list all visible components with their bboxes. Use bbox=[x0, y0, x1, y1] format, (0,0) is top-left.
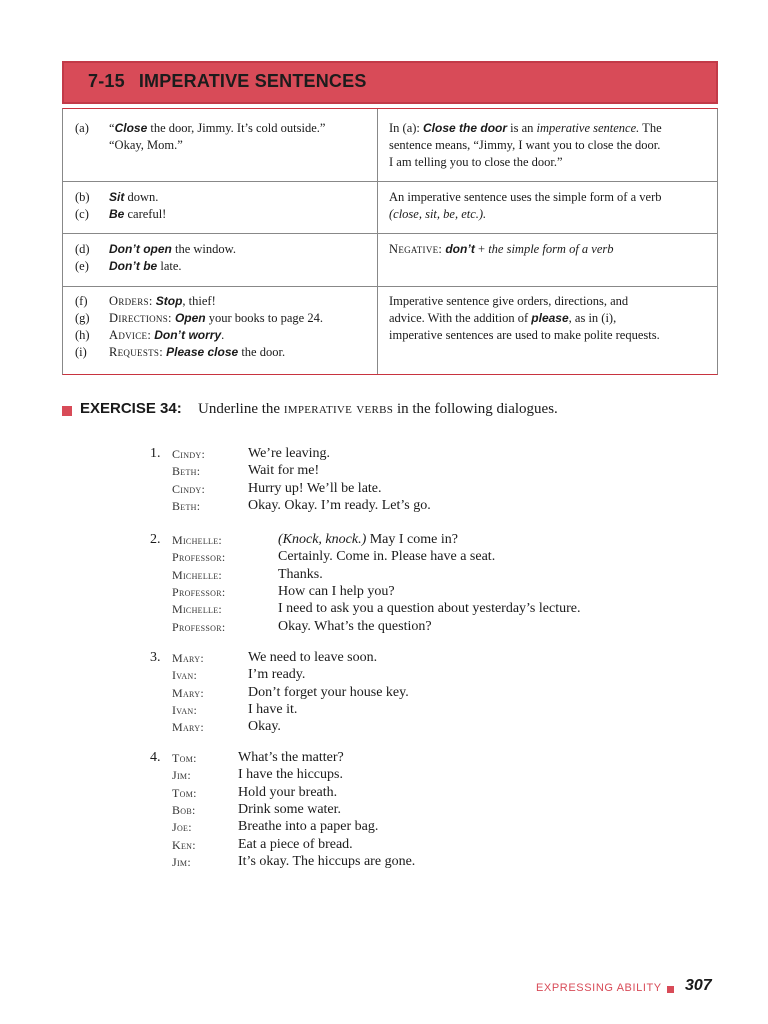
dialogue-text: Okay. Okay. I’m ready. Let’s go. bbox=[248, 497, 431, 513]
emphasized-text: Close bbox=[114, 121, 148, 135]
dialogue-text: I need to ask you a question about yesterday’s lecture. bbox=[278, 601, 581, 617]
speaker-name: Mary: bbox=[172, 720, 204, 735]
dialogue-text: Don’t forget your house key. bbox=[248, 684, 409, 700]
text-fragment: “Okay, Mom.” bbox=[109, 138, 183, 152]
speaker-name: Professor: bbox=[172, 550, 226, 565]
dialogue-text: I have it. bbox=[248, 701, 298, 717]
speaker-name: Professor: bbox=[172, 584, 226, 599]
dialogue-text: Breathe into a paper bag. bbox=[238, 819, 379, 835]
table-row-divider bbox=[63, 233, 717, 234]
text-fragment: + bbox=[474, 242, 489, 256]
table-cell-line bbox=[75, 206, 166, 223]
example-label: (e) bbox=[75, 259, 89, 273]
dialogue-text: Thanks. bbox=[278, 566, 323, 582]
emphasized-text: Close the door bbox=[423, 121, 508, 135]
speaker-name: Ivan: bbox=[172, 668, 198, 683]
dialogue-text: I’m ready. bbox=[248, 667, 306, 683]
text-fragment: The bbox=[639, 121, 662, 135]
dialogue-text: Hold your breath. bbox=[238, 784, 338, 800]
dialogue-text: Drink some water. bbox=[238, 801, 342, 817]
text-fragment: (close, sit, be, etc.). bbox=[389, 207, 487, 221]
speaker-name: Michelle: bbox=[172, 602, 223, 617]
speaker-name: Mary: bbox=[172, 651, 204, 665]
speaker-name: Joe: bbox=[172, 820, 192, 835]
text-fragment: Advice: bbox=[109, 328, 152, 342]
dialogue-text: How can I help you? bbox=[278, 583, 395, 599]
dialogue-text: Wait for me! bbox=[248, 463, 320, 479]
example-label: (c) bbox=[75, 207, 89, 221]
dialogue-text: What’s the matter? bbox=[238, 750, 344, 765]
emphasized-text: Don’t be bbox=[109, 259, 158, 273]
speaker-name: Professor: bbox=[172, 619, 226, 634]
footer-chapter-label: EXPRESSING ABILITY bbox=[536, 982, 662, 994]
text-fragment: down. bbox=[124, 190, 159, 204]
table-row-divider bbox=[63, 286, 717, 287]
table-cell-line bbox=[75, 293, 323, 310]
exercise-bullet-icon bbox=[62, 406, 72, 416]
speaker-name: Cindy: bbox=[172, 481, 206, 496]
section-header bbox=[62, 61, 718, 104]
dialogue-text: We’re leaving. bbox=[248, 446, 331, 461]
text-fragment: Imperative sentence give orders, directions, and bbox=[389, 294, 629, 308]
row4-examples bbox=[75, 293, 323, 361]
example-label: (b) bbox=[75, 190, 90, 204]
table-cell-line bbox=[389, 120, 714, 137]
speaker-name: Mary: bbox=[172, 685, 204, 700]
dialogue-number: 2. bbox=[150, 532, 161, 547]
section-title bbox=[88, 71, 367, 92]
table-cell-line bbox=[389, 310, 714, 327]
speaker-name: Cindy: bbox=[172, 447, 206, 461]
table-cell-line bbox=[75, 327, 323, 344]
text-fragment: Underline the bbox=[198, 401, 284, 417]
dialogue-number: 1. bbox=[150, 446, 161, 461]
table-cell-line bbox=[389, 137, 714, 154]
emphasized-text: Don’t worry bbox=[154, 328, 222, 342]
table-cell-line bbox=[75, 258, 236, 275]
section-number: 7-15 bbox=[88, 71, 125, 91]
text-fragment: the door. bbox=[238, 345, 286, 359]
text-fragment: imperative sentences are used to make polite requests. bbox=[389, 328, 660, 342]
row2-explanation bbox=[389, 189, 714, 223]
row4-explanation bbox=[389, 293, 714, 344]
text-fragment: In (a): bbox=[389, 121, 424, 135]
row1-explanation bbox=[389, 120, 714, 171]
text-fragment: imperative sentence. bbox=[536, 121, 640, 135]
table-cell-line bbox=[389, 189, 714, 206]
speaker-name: Jim: bbox=[172, 854, 191, 869]
table-cell-line bbox=[389, 327, 714, 344]
emphasized-text: please bbox=[531, 311, 569, 325]
speaker-name: Ivan: bbox=[172, 702, 198, 717]
text-fragment: late. bbox=[157, 259, 182, 273]
speaker-name: Beth: bbox=[172, 464, 201, 479]
speaker-name: Michelle: bbox=[172, 533, 223, 547]
grammar-table bbox=[62, 108, 718, 375]
stage-direction: (Knock, knock.) bbox=[278, 532, 367, 547]
dialogue-text: Okay. What’s the question? bbox=[278, 618, 432, 634]
text-fragment: the simple form of a verb bbox=[488, 242, 614, 256]
table-cell-line bbox=[75, 344, 323, 361]
text-fragment: Negative: bbox=[389, 242, 443, 256]
table-cell-line bbox=[75, 120, 325, 137]
table-row-divider bbox=[63, 181, 717, 182]
speaker-name: Ken: bbox=[172, 837, 196, 852]
text-fragment: Orders: bbox=[109, 294, 153, 308]
section-title-text: IMPERATIVE SENTENCES bbox=[138, 71, 367, 91]
text-fragment: I am telling you to close the door.” bbox=[389, 155, 563, 169]
example-label: (g) bbox=[75, 311, 90, 325]
emphasized-text: Stop bbox=[155, 294, 183, 308]
emphasized-text: Open bbox=[174, 311, 206, 325]
text-fragment: your books to page 24. bbox=[205, 311, 323, 325]
text-fragment: Requests: bbox=[109, 345, 164, 359]
table-cell-line bbox=[75, 137, 325, 154]
emphasized-text: don’t bbox=[445, 242, 475, 256]
table-cell-line bbox=[389, 154, 714, 171]
text-fragment: the door, Jimmy. It’s cold outside.” bbox=[147, 121, 326, 135]
text-fragment: sentence means, “Jimmy, I want you to close the door. bbox=[389, 138, 661, 152]
exercise-title: EXERCISE 34: bbox=[80, 400, 182, 417]
table-column-divider bbox=[377, 109, 378, 374]
dialogue-text: I have the hiccups. bbox=[238, 767, 343, 783]
table-cell-line bbox=[389, 206, 714, 223]
example-label: (a) bbox=[75, 121, 89, 135]
table-cell-line bbox=[389, 293, 714, 310]
text-fragment: Directions: bbox=[109, 311, 172, 325]
example-label: (h) bbox=[75, 328, 90, 342]
table-cell-line bbox=[75, 189, 166, 206]
text-fragment: An imperative sentence uses the simple form of a verb bbox=[389, 190, 662, 204]
row1-examples bbox=[75, 120, 325, 154]
dialogue-text: Certainly. Come in. Please have a seat. bbox=[278, 549, 496, 565]
dialogue-text: We need to leave soon. bbox=[248, 650, 378, 665]
dialogue-number: 4. bbox=[150, 750, 161, 765]
emphasized-text: Please close bbox=[166, 345, 239, 359]
row3-examples bbox=[75, 241, 236, 275]
row2-examples bbox=[75, 189, 166, 223]
dialogue-text: Okay. bbox=[248, 719, 281, 735]
speaker-name: Bob: bbox=[172, 802, 196, 817]
row3-explanation bbox=[389, 241, 714, 258]
text-fragment: in the following dialogues. bbox=[393, 401, 558, 417]
dialogue-text: Eat a piece of bread. bbox=[238, 836, 353, 852]
example-label: (d) bbox=[75, 242, 90, 256]
speaker-name: Jim: bbox=[172, 768, 191, 783]
text-fragment: the window. bbox=[171, 242, 236, 256]
table-cell-line bbox=[389, 241, 714, 258]
exercise-instruction bbox=[198, 401, 558, 418]
emphasized-text: Be bbox=[109, 207, 125, 221]
example-label: (i) bbox=[75, 345, 87, 359]
text-fragment: . bbox=[221, 328, 225, 342]
speaker-name: Tom: bbox=[172, 785, 197, 800]
emphasized-text: Don’t open bbox=[109, 242, 172, 256]
dialogue-text: Hurry up! We’ll be late. bbox=[248, 480, 382, 496]
dialogue-text: It’s okay. The hiccups are gone. bbox=[238, 853, 416, 869]
text-fragment: is an bbox=[507, 121, 537, 135]
speaker-name: Beth: bbox=[172, 498, 201, 513]
emphasized-text: Sit bbox=[109, 190, 125, 204]
text-fragment: , thief! bbox=[182, 294, 216, 308]
page-number: 307 bbox=[685, 977, 712, 994]
text-fragment: “ bbox=[109, 121, 115, 135]
speaker-name: Michelle: bbox=[172, 567, 223, 582]
table-cell-line bbox=[75, 310, 323, 327]
example-label: (f) bbox=[75, 294, 88, 308]
text-fragment: advice. With the addition of bbox=[389, 311, 532, 325]
table-cell-line bbox=[75, 241, 236, 258]
dialogue-text: (Knock, knock.) May I come in? bbox=[278, 532, 458, 547]
footer-bullet-icon bbox=[667, 986, 674, 993]
dialogue-number: 3. bbox=[150, 650, 161, 665]
text-fragment: imperative verbs bbox=[283, 401, 394, 417]
text-fragment: , as in (i), bbox=[568, 311, 617, 325]
speaker-name: Tom: bbox=[172, 751, 197, 765]
text-fragment: careful! bbox=[124, 207, 167, 221]
